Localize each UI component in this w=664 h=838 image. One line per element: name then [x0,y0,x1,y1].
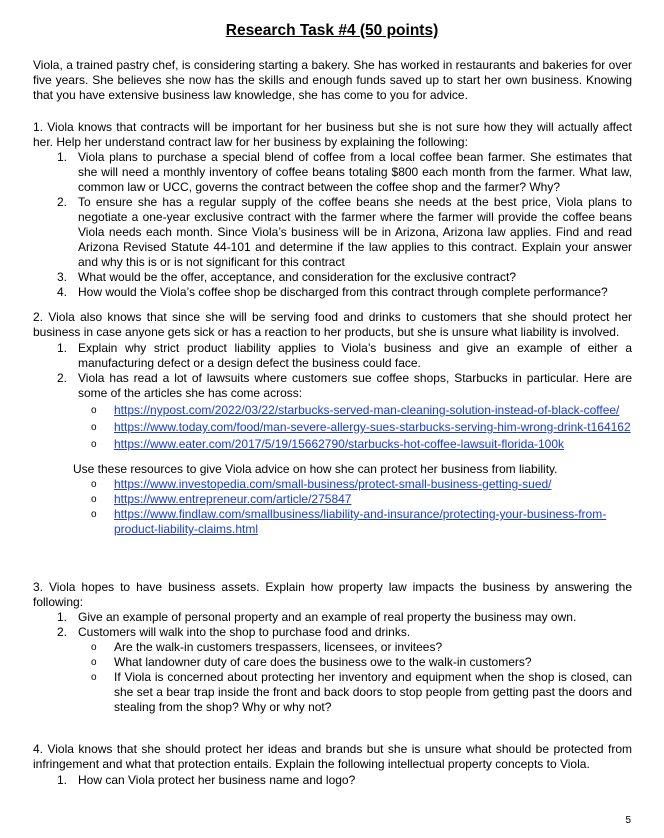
page-number: 5 [625,815,631,826]
list-item [33,625,632,640]
item-text: What would be the offer, acceptance, and consideration for the exclusive contract? [78,270,517,284]
bullet-icon: o [91,422,97,433]
item-text: Viola plans to purchase a special blend of coffee from a local coffee bean farmer. She estimates that she will need a monthly inventory of coffee beans totaling $800 each month from the farmer. What law, common law or UCC, governs the contract between the coffee shop and the farmer? Why? [78,150,632,194]
item-text: Viola has read a lot of lawsuits where customers sue coffee shops, Starbucks in particular. Here are some of the articles she has come across: [78,371,632,400]
resource-link-1[interactable]: https://www.investopedia.com/small-business/protect-small-business-getting-sued/ [114,477,552,491]
item-text: How would the Viola’s coffee shop be discharged from this contract through complete performance? [78,285,608,299]
item-number: 2. [57,625,68,639]
section-4-list [33,773,632,788]
link-item [33,477,632,492]
item-text: To ensure she has a regular supply of the coffee beans she needs at the best price, Viola plans to negotiate a one-year exclusive contract with the farmer where the farmer will provide the coffee beans Viola needs each month. Since Viola’s business will be in Arizona, Arizona law applies. Find and read Arizona Revised Statute 44-101 and determine if the law applies to this contract. Explain your answer and why this is or is not significant for this contract [78,195,632,269]
item-number: 1. [57,150,68,164]
link-item [33,420,632,435]
item-number: 4. [57,285,68,299]
article-link-1[interactable]: https://nypost.com/2022/03/22/starbucks-served-man-cleaning-solution-instead-of-black-coffee/ [114,403,620,417]
item-text: How can Viola protect her business name and logo? [78,773,356,787]
link-item [33,507,632,537]
resources-paragraph: Use these resources to give Viola advice on how she can protect her business from liability. [73,462,558,476]
bullet-icon: o [91,479,97,490]
section-2-list [33,341,632,537]
link-item [33,403,632,418]
article-link-3[interactable]: https://www.eater.com/2017/5/19/15662790/starbucks-hot-coffee-lawsuit-florida-100k [114,437,565,451]
section-3-intro: 3. Viola hopes to have business assets. Explain how property law impacts the business by answering the following: [33,580,632,609]
bullet-icon: o [91,509,97,520]
bullet-icon: o [91,439,97,450]
link-item [33,437,632,452]
list-item [33,195,632,270]
list-item [33,371,632,401]
list-item [33,270,632,285]
sub-item [33,670,632,715]
intro-paragraph: Viola, a trained pastry chef, is considering starting a bakery. She has worked in restaurants and bakeries for over five years. She believes she now has the skills and enough funds saved up to start her own business. Knowing that you have extensive business law knowledge, she has come to you for advice. [33,58,632,102]
bullet-icon: o [91,405,97,416]
section-2-intro: 2. Viola also knows that since she will be serving food and drinks to customers that she should protect her business in case anyone gets sick or has a reaction to her products, but she is unsure what liability is involved. [33,310,632,339]
item-text: Explain why strict product liability applies to Viola’s business and give an example of either a manufacturing defect or a design defect the business could face. [78,341,632,370]
section-4-intro: 4. Viola knows that she should protect her ideas and brands but she is unsure what should be protected from infringement and what that protection entails. Explain the following intellectual property concepts to Viola. [33,742,632,771]
item-number: 1. [57,341,68,355]
bullet-icon: o [91,642,97,653]
section-1-list [33,150,632,300]
resource-link-3[interactable]: https://www.findlaw.com/smallbusiness/liability-and-insurance/protecting-your-business-from-product-liability-claims.html [114,507,607,536]
link-item [33,492,632,507]
list-item [33,773,632,788]
section-3-list [33,610,632,715]
list-item [33,610,632,625]
sub-item-text: If Viola is concerned about protecting her inventory and equipment when the shop is closed, can she set a bear trap inside the front and back doors to stop people from getting past the doors and stealing from the shop? Why or why not? [114,670,632,714]
item-number: 2. [57,195,68,209]
item-number: 1. [57,773,68,787]
resource-link-2[interactable]: https://www.entrepreneur.com/article/275847 [114,492,352,506]
article-link-2[interactable]: https://www.today.com/food/man-severe-allergy-sues-starbucks-serving-him-wrong-drink-t164162 [114,420,631,434]
bullet-icon: o [91,657,97,668]
section-1-intro: 1. Viola knows that contracts will be important for her business but she is not sure how they will actually affect her. Help her understand contract law for her business by explaining the following: [33,120,632,149]
sub-item [33,655,632,670]
page-title: Research Task #4 (50 points) [225,22,439,39]
item-number: 1. [57,610,68,624]
item-text: Give an example of personal property and an example of real property the business may own. [78,610,577,624]
list-item [33,341,632,371]
sub-item-text: Are the walk-in customers trespassers, licensees, or invitees? [114,640,443,654]
list-item [33,150,632,195]
bullet-icon: o [91,494,97,505]
bullet-icon: o [91,672,97,683]
sub-item-text: What landowner duty of care does the business owe to the walk-in customers? [114,655,532,669]
item-text: Customers will walk into the shop to purchase food and drinks. [78,625,411,639]
item-number: 3. [57,270,68,284]
list-item [33,285,632,300]
item-number: 2. [57,371,68,385]
sub-item [33,640,632,655]
